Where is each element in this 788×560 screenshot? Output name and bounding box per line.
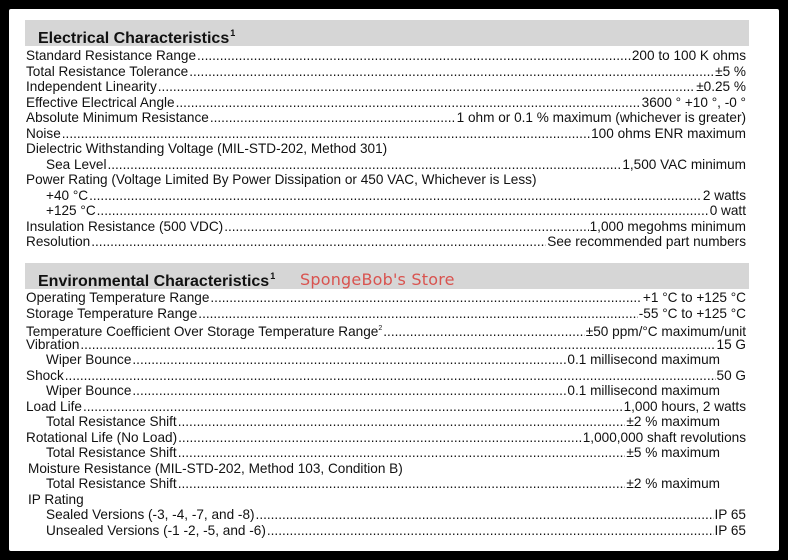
spec-row: Absolute Minimum Resistance ..... 1 ohm or 0.1 % maximum (whichever is greater) [26,110,746,126]
spec-row: Insulation Resistance (500 VDC) ..... 1,000 megohms minimum [26,219,746,235]
spec-row: Total Resistance Shift ..... ±5 % maximum [26,445,746,461]
spec-group-heading: Moisture Resistance (MIL-STD-202, Method 103, Condition B) [28,460,403,476]
spec-row: Load Life ..... 1,000 hours, 2 watts [26,399,746,415]
spec-row: Noise ..... 100 ohms ENR maximum [26,126,746,142]
spec-row: Shock ..... 50 G [26,368,746,384]
spec-row: Effective Electrical Angle ..... 3600 ° +10 °, -0 ° [26,95,746,111]
spec-row: Rotational Life (No Load) ..... 1,000,000 shaft revolutions [26,430,746,446]
spec-row: Total Resistance Shift ..... ±2 % maximum [26,476,746,492]
store-watermark: SpongeBob's Store [300,270,455,289]
spec-row: Total Resistance Tolerance ..... ±5 % [26,64,746,80]
spec-row: Standard Resistance Range ..... 200 to 100 K ohms [26,48,746,64]
spec-row: Temperature Coefficient Over Storage Temperature Range$^2$ ..... ±50 ppm/°C maximum/unit [26,321,746,337]
spec-row: Sea Level ..... 1,500 VAC minimum [26,157,746,173]
spec-row: Operating Temperature Range ..... +1 °C to +125 °C [26,290,746,306]
electrical-title: Electrical Characteristics [38,30,230,47]
spec-row: Independent Linearity ..... ±0.25 % [26,79,746,95]
spec-group-heading: Dielectric Withstanding Voltage (MIL-STD-202, Method 301) [26,141,388,156]
spec-group-heading: IP Rating [28,491,84,507]
electrical-footnote: 1 [230,28,236,38]
spec-row: Wiper Bounce ..... 0.1 millisecond maximum [26,383,746,399]
environmental-footnote: 1 [270,271,276,281]
spec-row: +125 °C ..... 0 watt [26,203,746,219]
spec-row: Sealed Versions (-3, -4, -7, and -8) ..... IP 65 [26,507,746,523]
electrical-rows [26,48,746,250]
spec-row: Unsealed Versions (-1 -2, -5, and -6) ..... IP 65 [26,523,746,539]
spec-row: Resolution ..... See recommended part numbers [26,234,746,250]
spec-row: Total Resistance Shift ..... ±2 % maximum [26,414,746,430]
environmental-rows [26,290,746,538]
spec-row: Storage Temperature Range ..... -55 °C to +125 °C [26,306,746,322]
spec-row: +40 °C ..... 2 watts [26,188,746,204]
spec-row: Vibration ..... 15 G [26,337,746,353]
environmental-title: Environmental Characteristics [38,273,270,290]
spec-group-heading: Power Rating (Voltage Limited By Power Dissipation or 450 VAC, Whichever is Less) [26,172,537,187]
spec-row: Wiper Bounce ..... 0.1 millisecond maximum [26,352,746,368]
electrical-section-header [25,20,749,46]
